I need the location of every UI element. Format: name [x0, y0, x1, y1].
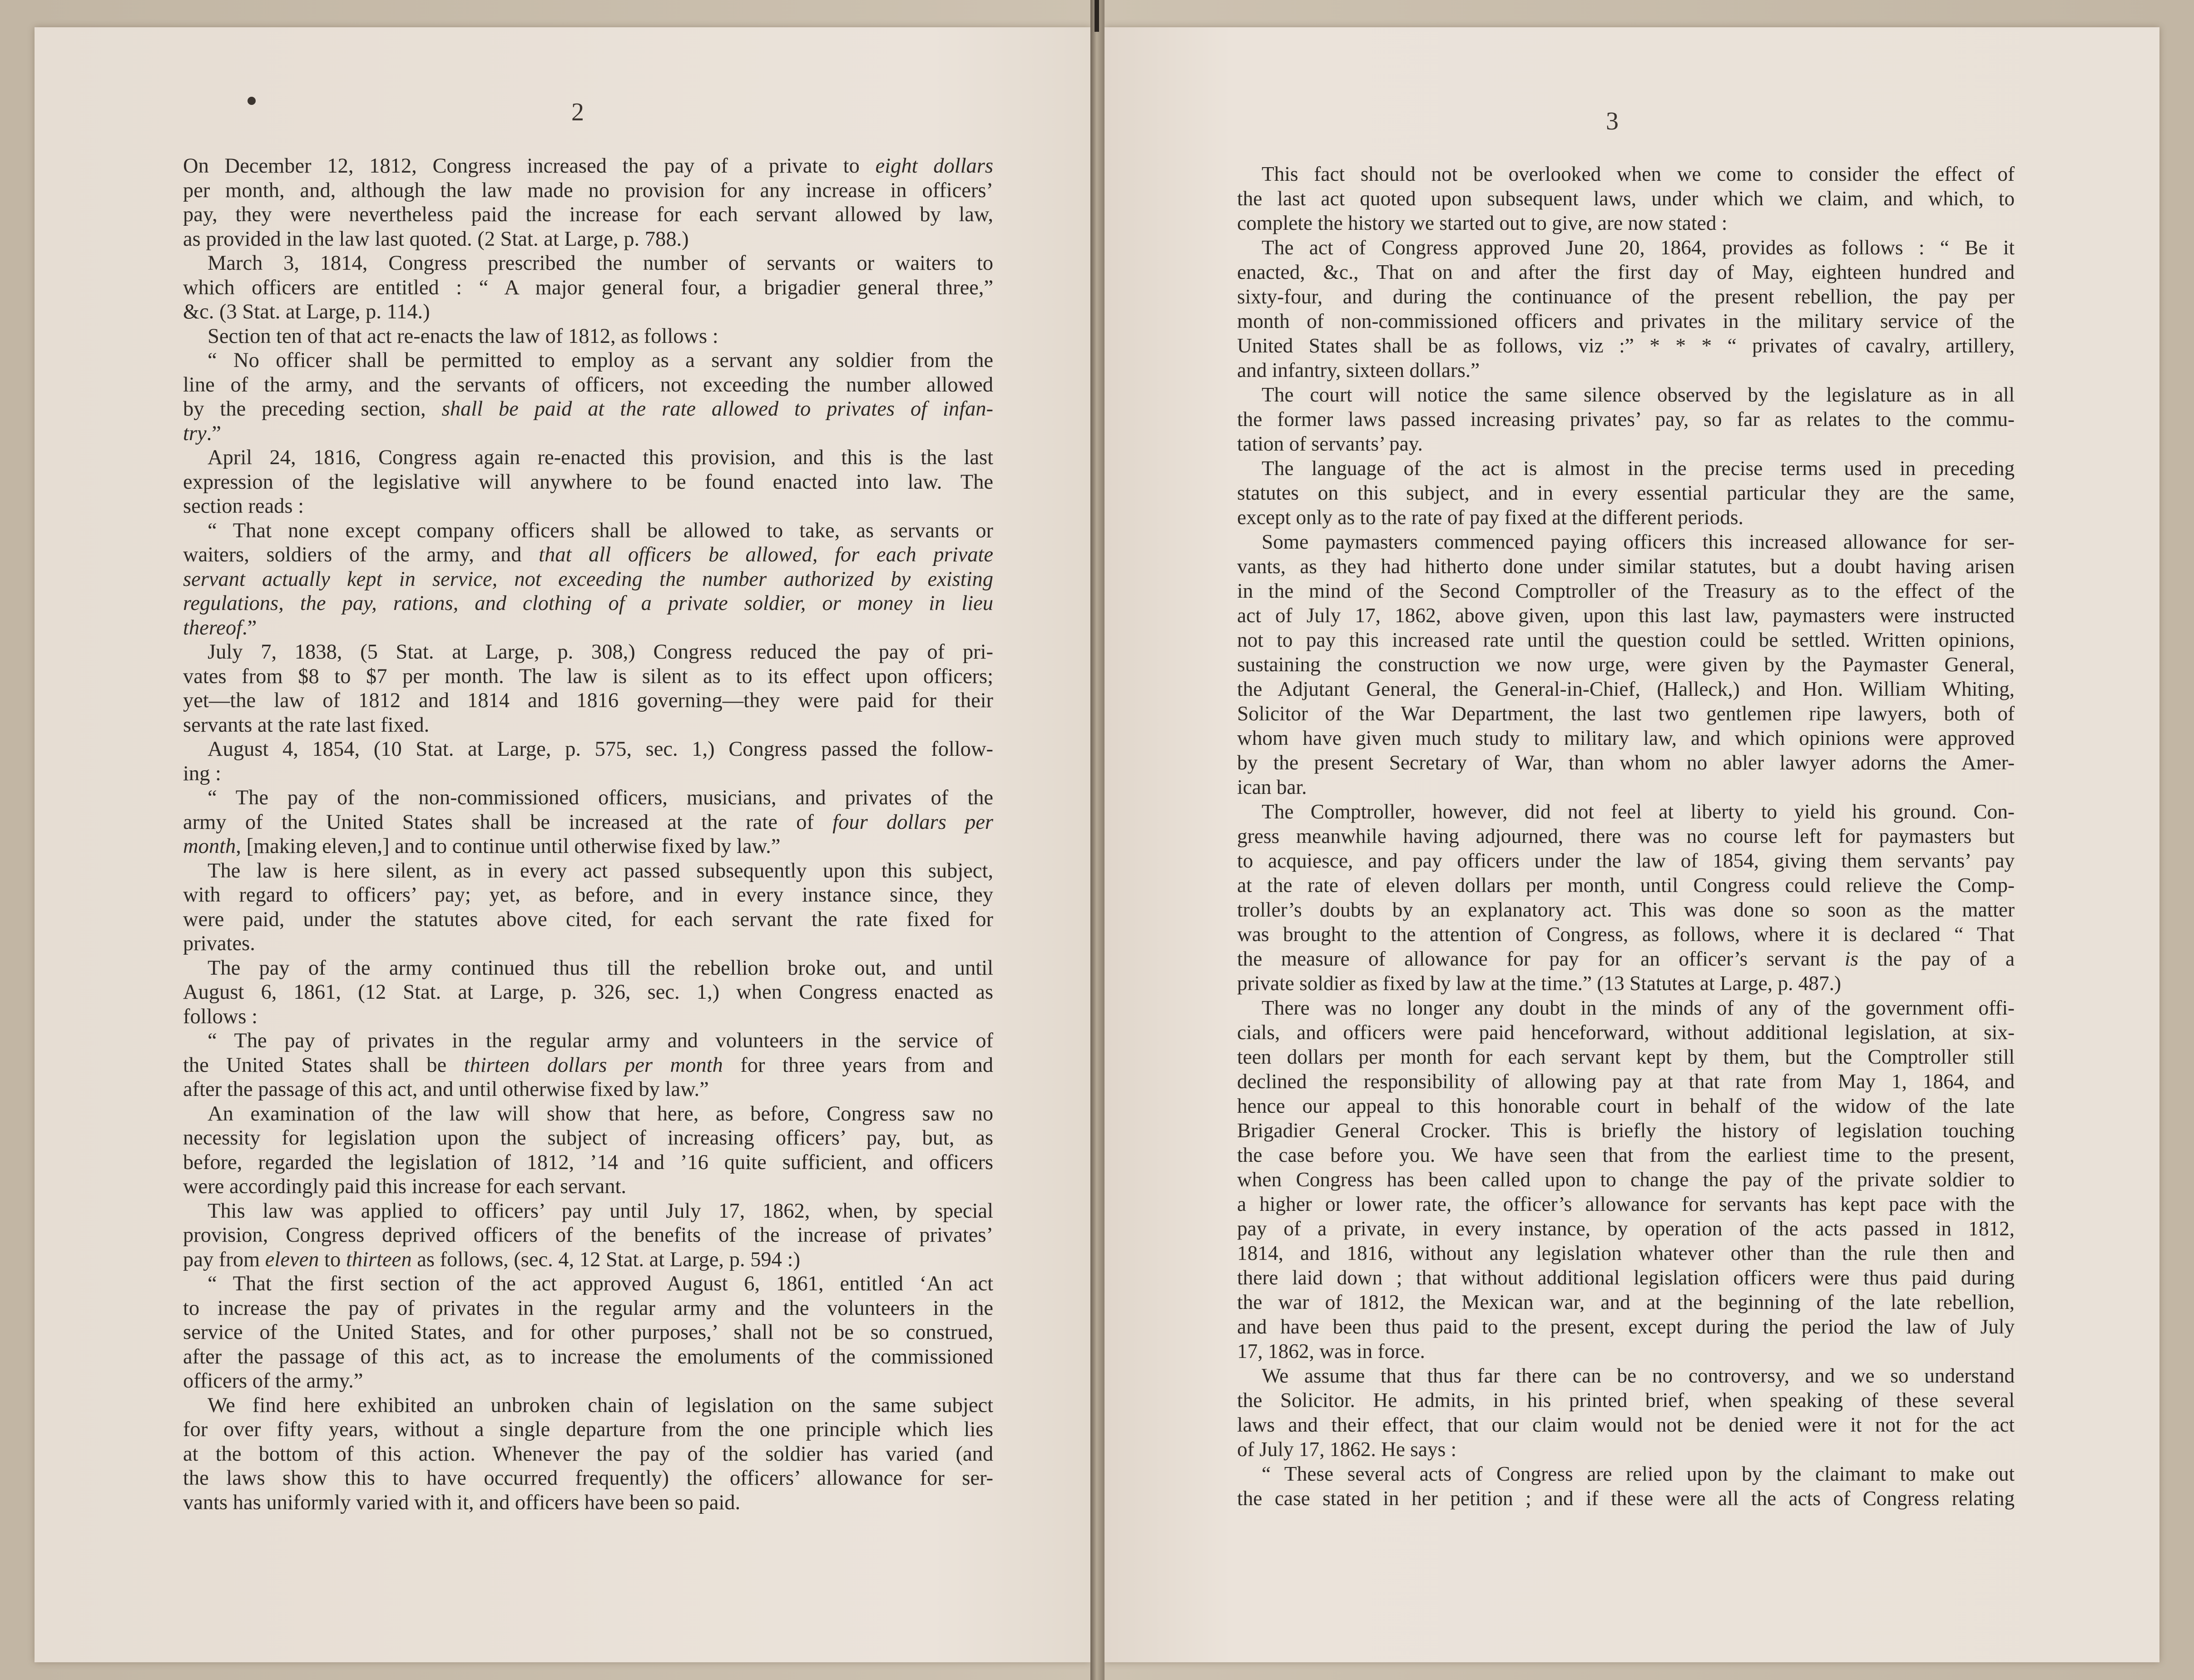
left-page-text-line: waiters, soldiers of the army, and that all officers be allowed, for each private [183, 543, 993, 566]
right-page-text-line: the war of 1812, the Mexican war, and at the beginning of the late rebellion, [1237, 1291, 2015, 1313]
right-page-text-line: of July 17, 1862. He says : [1237, 1438, 1457, 1461]
left-page-text-line: service of the United States, and for other purposes,’ shall not be so construed, [183, 1321, 993, 1344]
left-page-text-line: We find here exhibited an unbroken chain of legislation on the same subject [208, 1393, 993, 1417]
right-page-text-line: The language of the act is almost in the precise terms used in preceding [1262, 457, 2015, 480]
left-page-text-line: The pay of the army continued thus till the rebellion broke out, and until [208, 956, 993, 980]
right-page-text-line: hence our appeal to this honorable court in behalf of the widow of the late [1237, 1095, 2015, 1117]
right-page-text-line: at the rate of eleven dollars per month, until Congress could relieve the Comp- [1237, 874, 2015, 897]
right-page-text-line: We assume that thus far there can be no controversy, and we so understand [1262, 1364, 2015, 1387]
right-page-text-line: except only as to the rate of pay fixed at the different periods. [1237, 506, 1743, 529]
ink-spot [248, 97, 256, 105]
left-page-text-line: Section ten of that act re-enacts the law of 1812, as follows : [208, 324, 718, 348]
right-page-text-line: private soldier as fixed by law at the time.” (13 Statutes at Large, p. 487.) [1237, 972, 1841, 995]
right-page-text-line: the case stated in her petition ; and if these were all the acts of Congress relating [1237, 1487, 2015, 1510]
left-page-text-line: pay from eleven to thirteen as follows, (sec. 4, 12 Stat. at Large, p. 594 :) [183, 1248, 800, 1271]
right-page-text-line: the measure of allowance for pay for an officer’s servant is the pay of a [1237, 947, 2015, 970]
left-page-text-line: for over fifty years, without a single departure from the one principle which lies [183, 1418, 993, 1441]
right-page-text-line: 17, 1862, was in force. [1237, 1340, 1425, 1363]
left-page-text-line: were accordingly paid this increase for each servant. [183, 1175, 627, 1198]
right-page-text-line: was brought to the attention of Congress, as follows, where it is declared “ That [1237, 923, 2015, 946]
right-page-text-line: United States shall be as follows, viz :” * * * “ privates of cavalry, artillery, [1237, 334, 2015, 357]
left-page-text-line: April 24, 1816, Congress again re-enacted this provision, and this is the last [208, 446, 993, 469]
left-page-body [183, 154, 993, 1515]
left-page-text-line: July 7, 1838, (5 Stat. at Large, p. 308,) Congress reduced the pay of pri- [208, 640, 993, 664]
left-page-text-line: with regard to officers’ pay; yet, as before, and in every instance since, they [183, 883, 993, 907]
right-page-text-line: This fact should not be overlooked when we come to consider the effect of [1262, 163, 2015, 185]
right-page-text-line: sustaining the construction we now urge, were given by the Paymaster General, [1237, 653, 2015, 676]
left-page-text-line: officers of the army.” [183, 1369, 363, 1393]
right-page-text-line: the Solicitor. He admits, in his printed brief, when speaking of these several [1237, 1389, 2015, 1412]
left-page-text-line: by the preceding section, shall be paid at the rate allowed to privates of infan- [183, 397, 993, 421]
page-number-left: 2 [571, 98, 584, 126]
right-page-text-line: teen dollars per month for each servant kept by them, but the Comptroller still [1237, 1046, 2015, 1068]
left-page-text-line: the United States shall be thirteen dollars per month for three years from and [183, 1053, 993, 1077]
right-page-text-line: enacted, &c., That on and after the first day of May, eighteen hundred and [1237, 261, 2015, 283]
left-page-text-line: This law was applied to officers’ pay until July 17, 1862, when, by special [208, 1199, 993, 1223]
spine-mark [1095, 0, 1099, 32]
right-page-text-line: a higher or lower rate, the officer’s allowance for servants has kept pace with the [1237, 1193, 2015, 1215]
left-page-text-line: yet—the law of 1812 and 1814 and 1816 governing—they were paid for their [183, 689, 993, 712]
right-page-text-line: declined the responsibility of allowing pay at that rate from May 1, 1864, and [1237, 1070, 2015, 1093]
left-page-text-line: army of the United States shall be increased at the rate of four dollars per [183, 810, 993, 834]
left-page-text-line: The law is here silent, as in every act passed subsequently upon this subject, [208, 859, 993, 882]
right-page-text-line: There was no longer any doubt in the minds of any of the government offi- [1262, 996, 2015, 1019]
left-page-text-line: section reads : [183, 495, 304, 518]
right-page-text-line: act of July 17, 1862, above given, upon this last law, paymasters were instructed [1237, 604, 2015, 627]
right-page-text-line: sixty-four, and during the continuance of the present rebellion, the pay per [1237, 285, 2015, 308]
left-page-text-line: March 3, 1814, Congress prescribed the number of servants or waiters to [208, 252, 993, 275]
right-page-text-line: ican bar. [1237, 776, 1307, 798]
left-page-text-line: as provided in the law last quoted. (2 Stat. at Large, p. 788.) [183, 227, 689, 251]
left-page-text-line: necessity for legislation upon the subject of increasing officers’ pay, but, as [183, 1126, 993, 1150]
right-page-text-line: Solicitor of the War Department, the last two gentlemen ripe lawyers, both of [1237, 702, 2015, 725]
left-page-text-line: at the bottom of this action. Whenever the pay of the soldier has varied (and [183, 1442, 993, 1466]
right-page-text-line: tation of servants’ pay. [1237, 432, 1423, 455]
left-page-text-line: vants has uniformly varied with it, and officers have been so paid. [183, 1491, 741, 1514]
right-page-text-line: 1814, and 1816, without any legislation whatever other than the rule then and [1237, 1242, 2015, 1264]
left-page-text-line: expression of the legislative will anywhere to be found enacted into law. The [183, 470, 993, 494]
page-number-right: 3 [1606, 107, 1619, 135]
left-page-text-line: “ No officer shall be permitted to employ as a servant any soldier from the [208, 349, 993, 372]
left-page-text-line: the laws show this to have occurred frequently) the officers’ allowance for ser- [183, 1467, 993, 1490]
right-page-text-line: the Adjutant General, the General-in-Chief, (Halleck,) and Hon. William Whiting, [1237, 678, 2015, 700]
left-page-text-line: after the passage of this act, and until otherwise fixed by law.” [183, 1078, 709, 1101]
right-page-text-line: “ These several acts of Congress are relied upon by the claimant to make out [1262, 1462, 2015, 1485]
right-page-text-line: complete the history we started out to give, are now stated : [1237, 212, 1728, 234]
right-page-text-line: by the present Secretary of War, than whom no abler lawyer adorns the Amer- [1237, 751, 2015, 774]
left-page-text-line: were paid, under the statutes above cited, for each servant the rate fixed for [183, 907, 993, 931]
right-page-text-line: The Comptroller, however, did not feel at liberty to yield his ground. Con- [1262, 800, 2015, 823]
right-page-text-line: pay of a private, in every instance, by operation of the acts passed in 1812, [1237, 1217, 2015, 1240]
left-page-text-line: vates from $8 to $7 per month. The law is silent as to its effect upon officers; [183, 664, 993, 688]
right-page-text-line: the last act quoted upon subsequent laws, under which we claim, and which, to [1237, 187, 2015, 210]
right-page-text-line: Brigadier General Crocker. This is briefly the history of legislation touching [1237, 1119, 2015, 1142]
right-page-body [1237, 162, 2015, 1511]
right-page-text-line: the former laws passed increasing privates’ pay, so far as relates to the commu- [1237, 408, 2015, 431]
book-gutter [1090, 0, 1104, 1680]
left-page-text-line: “ That the first section of the act approved August 6, 1861, entitled ‘An act [208, 1272, 993, 1295]
left-page-text-line: privates. [183, 932, 255, 955]
left-page-text-line: per month, and, although the law made no provision for any increase in officers’ [183, 178, 993, 202]
left-page-text-line: before, regarded the legislation of 1812, ’14 and ’16 quite sufficient, and officers [183, 1150, 993, 1174]
right-page-text-line: The court will notice the same silence observed by the legislature as in all [1262, 383, 2015, 406]
left-page-text-line: August 4, 1854, (10 Stat. at Large, p. 575, sec. 1,) Congress passed the follow- [208, 738, 993, 761]
left-page-text-line: “ The pay of privates in the regular army and volunteers in the service of [208, 1029, 993, 1052]
right-page-text-line: statutes on this subject, and in every essential particular they are the same, [1237, 481, 2015, 504]
left-page-text-line: regulations, the pay, rations, and clothing of a private soldier, or money in lieu [183, 592, 993, 615]
left-page-text-line: month, [making eleven,] and to continue until otherwise fixed by law.” [183, 835, 781, 858]
right-page-text-line: The act of Congress approved June 20, 1864, provides as follows : “ Be it [1262, 236, 2015, 259]
left-page-text-line: “ The pay of the non-commissioned officers, musicians, and privates of the [208, 786, 993, 809]
right-page-text-line: there laid down ; that without additional legislation officers were thus paid during [1237, 1266, 2015, 1289]
left-page-text-line: after the passage of this act, as to increase the emoluments of the commissioned [183, 1345, 993, 1368]
right-page-text-line: gress meanwhile having adjourned, there was no course left for paymasters but [1237, 825, 2015, 847]
left-page-text-line: An examination of the law will show that here, as before, Congress saw no [208, 1102, 993, 1125]
left-page-text-line: try.” [183, 421, 221, 445]
right-page-text-line: month of non-commissioned officers and privates in the military service of the [1237, 310, 2015, 332]
right-page-text-line: to acquiesce, and pay officers under the law of 1854, giving them servants’ pay [1237, 849, 2015, 872]
left-page-text-line: August 6, 1861, (12 Stat. at Large, p. 326, sec. 1,) when Congress enacted as [183, 981, 993, 1004]
left-page-text-line: ing : [183, 762, 221, 785]
left-page-text-line: which officers are entitled : “ A major general four, a brigadier general three,” [183, 276, 993, 299]
left-page-text-line: follows : [183, 1005, 258, 1028]
left-page-text-line: servants at the rate last fixed. [183, 713, 430, 737]
right-page-text-line: Some paymasters commenced paying officers this increased allowance for ser- [1262, 530, 2015, 553]
right-page-text-line: when Congress has been called upon to change the pay of the private soldier to [1237, 1168, 2015, 1191]
right-page-text-line: in the mind of the Second Comptroller of the Treasury as to the effect of the [1237, 580, 2015, 602]
right-page-text-line: laws and their effect, that our claim would not be denied were it not for the act [1237, 1413, 2015, 1436]
right-page-text-line: and infantry, sixteen dollars.” [1237, 359, 1480, 382]
right-page-text-line: troller’s doubts by an explanatory act. This was done so soon as the matter [1237, 898, 2015, 921]
left-page-text-line: to increase the pay of privates in the regular army and the volunteers in the [183, 1296, 993, 1320]
right-page-text-line: vants, as they had hitherto done under similar statutes, but a doubt having arisen [1237, 555, 2015, 578]
left-page-text-line: provision, Congress deprived officers of the benefits of the increase of privates’ [183, 1224, 993, 1247]
right-page-text-line: the case before you. We have seen that from the earliest time to the present, [1237, 1144, 2015, 1166]
left-page-text-line: line of the army, and the servants of officers, not exceeding the number allowed [183, 373, 993, 396]
left-page-text-line: &c. (3 Stat. at Large, p. 114.) [183, 300, 430, 323]
left-page-text-line: pay, they were nevertheless paid the increase for each servant allowed by law, [183, 203, 993, 226]
right-page-text-line: and have been thus paid to the present, except during the period the law of July [1237, 1315, 2015, 1338]
left-page-text-line: servant actually kept in service, not exceeding the number authorized by existing [183, 567, 993, 591]
left-page-text-line: “ That none except company officers shall be allowed to take, as servants or [208, 519, 993, 542]
right-page-text-line: whom have given much study to military law, and which opinions were approved [1237, 727, 2015, 749]
left-page-text-line: thereof.” [183, 616, 257, 639]
right-page-text-line: not to pay this increased rate until the question could be settled. Written opinions, [1237, 629, 2015, 651]
right-page-text-line: cials, and officers were paid henceforward, without additional legislation, at six- [1237, 1021, 2015, 1044]
left-page-text-line: On December 12, 1812, Congress increased the pay of a private to eight dollars [183, 154, 993, 178]
